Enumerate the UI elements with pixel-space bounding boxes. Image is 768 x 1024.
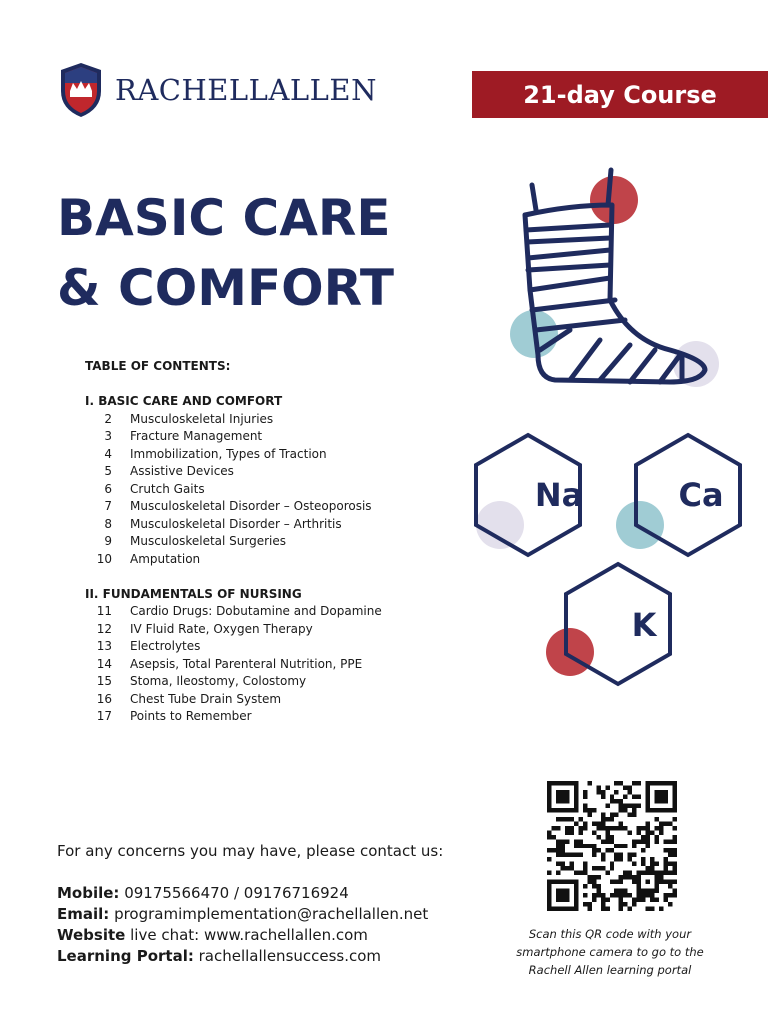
toc-section-title: II. FUNDAMENTALS OF NURSING bbox=[85, 586, 302, 601]
element-na: Na bbox=[534, 476, 584, 514]
toc-item-label: Fracture Management bbox=[130, 429, 263, 443]
contact-website bbox=[57, 925, 443, 946]
portal-value[interactable]: rachellallensuccess.com bbox=[198, 947, 382, 965]
toc-item-number: 17 bbox=[96, 709, 112, 723]
title-line-2: & COMFORT bbox=[57, 259, 394, 317]
toc-item bbox=[85, 498, 382, 516]
toc-item-number: 8 bbox=[104, 516, 112, 531]
toc-item-label: Musculoskeletal Injuries bbox=[130, 411, 274, 426]
toc-item bbox=[85, 516, 382, 534]
toc-item-label: Cardio Drugs: Dobutamine and Dopamine bbox=[130, 604, 382, 618]
contact-intro: For any concerns you may have, please contact us: bbox=[57, 842, 444, 860]
toc-item-number: 2 bbox=[104, 411, 112, 426]
leg-cast-icon bbox=[510, 170, 719, 387]
course-banner: 21-day Course bbox=[472, 71, 768, 118]
toc-item bbox=[85, 638, 382, 656]
qr-caption-line-3: Rachell Allen learning portal bbox=[528, 963, 692, 977]
toc-item-number: 3 bbox=[104, 429, 112, 443]
toc-item-number: 10 bbox=[96, 551, 112, 566]
toc-item-number: 14 bbox=[96, 656, 112, 671]
portal-label: Learning Portal: bbox=[57, 947, 194, 965]
toc-item-label: Musculoskeletal Disorder – Arthritis bbox=[130, 516, 342, 531]
email-label: Email: bbox=[57, 905, 110, 923]
toc-item bbox=[85, 411, 382, 429]
toc-item-label: Musculoskeletal Disorder – Osteoporosis bbox=[130, 499, 372, 513]
toc-item-label: Musculoskeletal Surgeries bbox=[130, 534, 287, 548]
qr-code[interactable] bbox=[541, 781, 683, 911]
toc-item-label: IV Fluid Rate, Oxygen Therapy bbox=[130, 621, 313, 636]
toc-item bbox=[85, 673, 382, 691]
toc-item-number: 6 bbox=[104, 481, 112, 496]
page-title bbox=[57, 183, 394, 323]
toc-item bbox=[85, 481, 382, 499]
contact-block bbox=[57, 841, 443, 967]
brand-logo bbox=[59, 61, 377, 119]
toc-item bbox=[85, 446, 382, 464]
illustration bbox=[470, 150, 768, 700]
element-ca: Ca bbox=[678, 476, 724, 514]
toc-item-number: 5 bbox=[104, 464, 112, 478]
mobile-label: Mobile: bbox=[57, 884, 120, 902]
qr-caption bbox=[505, 925, 715, 979]
toc-item-number: 15 bbox=[96, 674, 112, 688]
contact-portal bbox=[57, 946, 443, 967]
toc-item-number: 13 bbox=[96, 639, 112, 653]
toc-item-label: Points to Remember bbox=[130, 709, 252, 723]
qr-caption-line-1: Scan this QR code with your bbox=[528, 927, 692, 941]
toc-item bbox=[85, 656, 382, 674]
toc-item-number: 12 bbox=[96, 621, 112, 636]
toc-item-number: 7 bbox=[104, 499, 112, 513]
toc-heading: TABLE OF CONTENTS: bbox=[85, 359, 231, 373]
toc-item-label: Stoma, Ileostomy, Colostomy bbox=[130, 674, 307, 688]
element-k: K bbox=[631, 606, 657, 644]
toc-item-label: Crutch Gaits bbox=[130, 481, 205, 496]
shield-crown-icon bbox=[59, 61, 103, 119]
brand-name: RACHELLALLEN bbox=[115, 73, 377, 107]
title-line-1: BASIC CARE bbox=[57, 189, 391, 247]
toc-item-label: Amputation bbox=[130, 551, 201, 566]
toc-item-number: 4 bbox=[104, 446, 112, 461]
contact-email bbox=[57, 904, 443, 925]
toc-item bbox=[85, 691, 382, 709]
toc-item bbox=[85, 708, 382, 726]
email-value[interactable]: programimplementation@rachellallen.net bbox=[114, 905, 429, 923]
toc-section-title: I. BASIC CARE AND COMFORT bbox=[85, 394, 283, 408]
toc-item-label: Electrolytes bbox=[130, 639, 201, 653]
toc-item bbox=[85, 621, 382, 639]
mobile-value: 09175566470 / 09176716924 bbox=[124, 884, 349, 902]
toc-item-label: Chest Tube Drain System bbox=[130, 691, 282, 706]
qr-caption-line-2: smartphone camera to go to the bbox=[516, 945, 704, 959]
toc-item-number: 9 bbox=[104, 534, 112, 548]
toc-item-label: Immobilization, Types of Traction bbox=[130, 446, 327, 461]
toc-item bbox=[85, 428, 382, 446]
toc-item-label: Asepsis, Total Parenteral Nutrition, PPE bbox=[130, 656, 363, 671]
toc-item bbox=[85, 463, 382, 481]
toc-item bbox=[85, 533, 382, 551]
toc-item bbox=[85, 603, 382, 621]
website-value[interactable]: live chat: www.rachellallen.com bbox=[130, 926, 368, 944]
website-label: Website bbox=[57, 926, 126, 944]
table-of-contents bbox=[85, 358, 382, 726]
toc-item-number: 16 bbox=[96, 691, 112, 706]
toc-item-number: 11 bbox=[96, 604, 112, 618]
contact-mobile bbox=[57, 883, 443, 904]
toc-item-label: Assistive Devices bbox=[130, 464, 234, 478]
toc-item bbox=[85, 551, 382, 569]
